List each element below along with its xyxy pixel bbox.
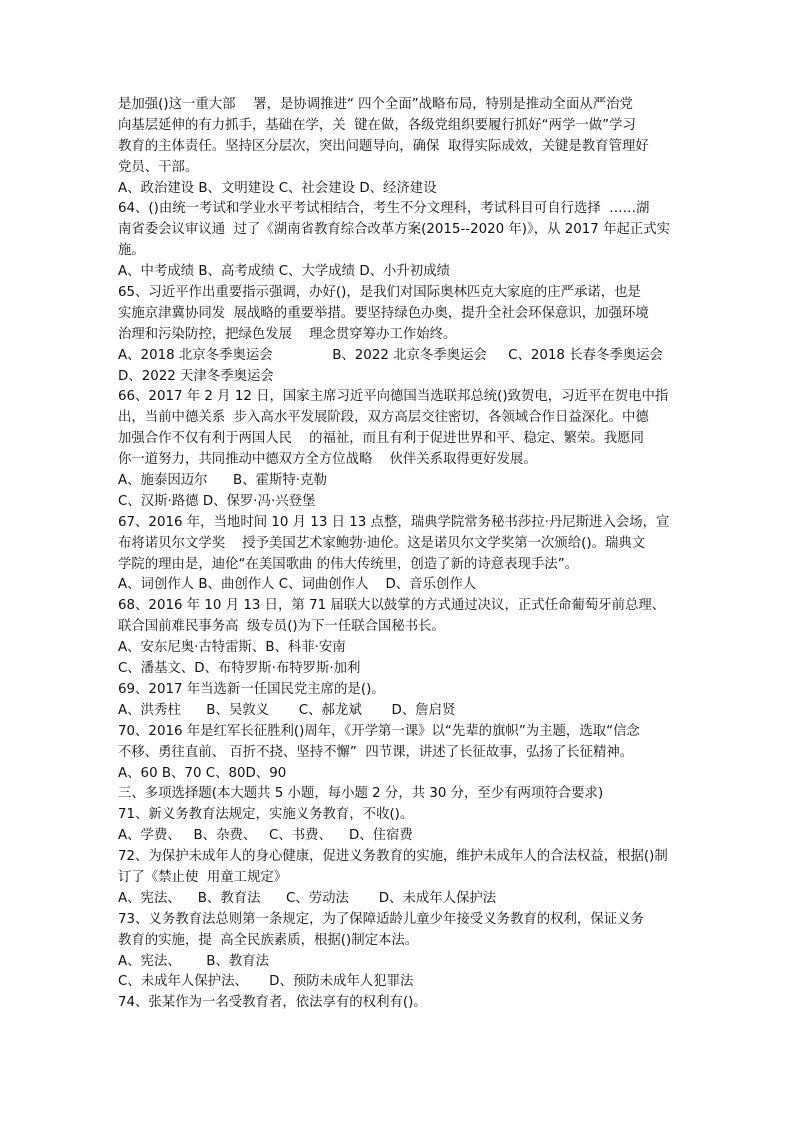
text-line: 南省委会议审议通 过了《湖南省教育综合改革方案(2015--2020 年)》，从 2017 年起正式实: [118, 222, 671, 238]
question-options: A、中考成绩 B、高考成绩 C、大学成绩 D、小升初成绩: [118, 264, 450, 280]
text-line: 学院的理由是，迪伦“在美国歌曲 的伟大传统里，创造了新的诗意表现手法”。: [118, 556, 579, 572]
question-options: C、潘基文、D、布特罗斯·布特罗斯·加利: [118, 661, 361, 677]
question-74: 74、张某作为一名受教育者，依法享有的权利有()。: [118, 995, 427, 1011]
text-line: 联合国前难民事务高 级专员()为下一任联合国秘书长。: [118, 619, 445, 635]
text-line: 教育的实施，提 高全民族素质，根据()制定本法。: [118, 932, 419, 948]
question-65: 65、习近平作出重要指示强调，办好()，是我们对国际奥林匹克大家庭的庄严承诺，也是: [118, 285, 641, 301]
question-68: 68、2016 年 10 月 13 日，第 71 届联大以鼓掌的方式通过决议，正式任命葡萄牙前总理、: [118, 598, 666, 614]
text-line: 布将诺贝尔文学奖 授予美国艺术家鲍勃·迪伦。这是诺贝尔文学奖第一次颁给()。瑞典文: [118, 535, 646, 551]
document-page: [118, 95, 678, 1014]
question-options: A、洪秀柱 B、吴敦义 C、郝龙斌 D、詹启贤: [118, 702, 456, 718]
text-line: 订了《禁止使 用童工规定》: [118, 869, 288, 885]
text-line: 施。: [118, 243, 145, 259]
text-line: 出，当前中德关系 步入高水平发展阶段，双方高层交往密切，各领域合作日益深化。中德: [118, 410, 649, 426]
question-66: 66、2017 年 2 月 12 日，国家主席习近平向德国当选联邦总统()致贺电，习近平在贺电中指: [118, 389, 669, 405]
question-options: A、施泰因迈尔 B、霍斯特·克勒: [118, 473, 327, 489]
question-options: C、汉斯·路德 D、保罗·冯·兴登堡: [118, 493, 316, 509]
question-73: 73、义务教育法总则第一条规定，为了保障适龄儿童少年接受义务教育的权利，保证义务: [118, 911, 644, 927]
text-line: 治理和污染防控，把绿色发展 理念贯穿筹办工作始终。: [118, 326, 457, 342]
question-options: A、安东尼奥·古特雷斯、B、科菲·安南: [118, 640, 346, 656]
question-71: 71、新义务教育法规定，实施义务教育，不收()。: [118, 807, 414, 823]
question-72: 72、为保护未成年人的身心健康，促进义务教育的实施，维护未成年人的合法权益，根据()制: [118, 849, 668, 865]
text-line: 你一道努力，共同推动中德双方全方位战略 伙伴关系取得更好发展。: [118, 452, 537, 468]
text-line: 是加强()这一重大部 署，是协调推进“ 四个全面”战略布局，特别是推动全面从严治党: [118, 97, 633, 112]
question-70: 70、2016 年是红军长征胜利()周年，《开学第一课》以“先辈的旗帜”为主题，选取“信念: [118, 723, 640, 739]
text-line: 不移、勇往直前、 百折不挠、坚持不懈” 四节课，讲述了长征故事，弘扬了长征精神。: [118, 744, 634, 760]
question-options: C、未成年人保护法、 D、预防未成年人犯罪法: [118, 974, 414, 990]
question-options: D、2022 天津冬季奥运会: [118, 368, 274, 384]
question-options: A、词创作人 B、曲创作人 C、词曲创作人 D、音乐创作人: [118, 577, 477, 593]
question-options: A、宪法、 B、教育法 C、劳动法 D、未成年人保护法: [118, 890, 497, 906]
question-64: 64、()由统一考试和学业水平考试相结合，考生不分文理科，考试科目可自行选择 ……湖: [118, 201, 650, 217]
question-69: 69、2017 年当选新一任国民党主席的是()。: [118, 681, 385, 697]
text-line: 实施京津冀协同发 展战略的重要举措。要坚持绿色办奥，提升全社会环保意识，加强环境: [118, 305, 649, 321]
question-options: A、2018 北京冬季奥运会 B、2022 北京冬季奥运会 C、2018 长春冬季奥运会: [118, 347, 663, 363]
text-line: 党员、干部。: [118, 159, 199, 175]
section-heading: 三、多项选择题(本大题共 5 小题，每小题 2 分，共 30 分，至少有两项符合要求): [118, 786, 604, 802]
question-options: A、政治建设 B、文明建设 C、社会建设 D、经济建设: [118, 180, 437, 196]
question-options: A、60 B、70 C、80D、90: [118, 765, 287, 781]
question-options: A、学费、 B、杂费、 C、书费、 D、住宿费: [118, 828, 413, 844]
text-line: 教育的主体责任。坚持区分层次，突出问题导向，确保 取得实际成效，关键是教育管理好: [118, 138, 649, 154]
text-line: 加强合作不仅有利于两国人民 的福祉，而且有利于促进世界和平、稳定、繁荣。我愿同: [118, 431, 644, 447]
question-options: A、宪法、 B、教育法: [118, 953, 270, 969]
question-67: 67、2016 年，当地时间 10 月 13 日 13 点整，瑞典学院常务秘书莎拉·丹尼斯进入会场，宣: [118, 514, 670, 530]
text-line: 向基层延伸的有力抓手，基础在学，关 键在做，各级党组织要履行抓好“两学一做”学习: [118, 117, 636, 133]
